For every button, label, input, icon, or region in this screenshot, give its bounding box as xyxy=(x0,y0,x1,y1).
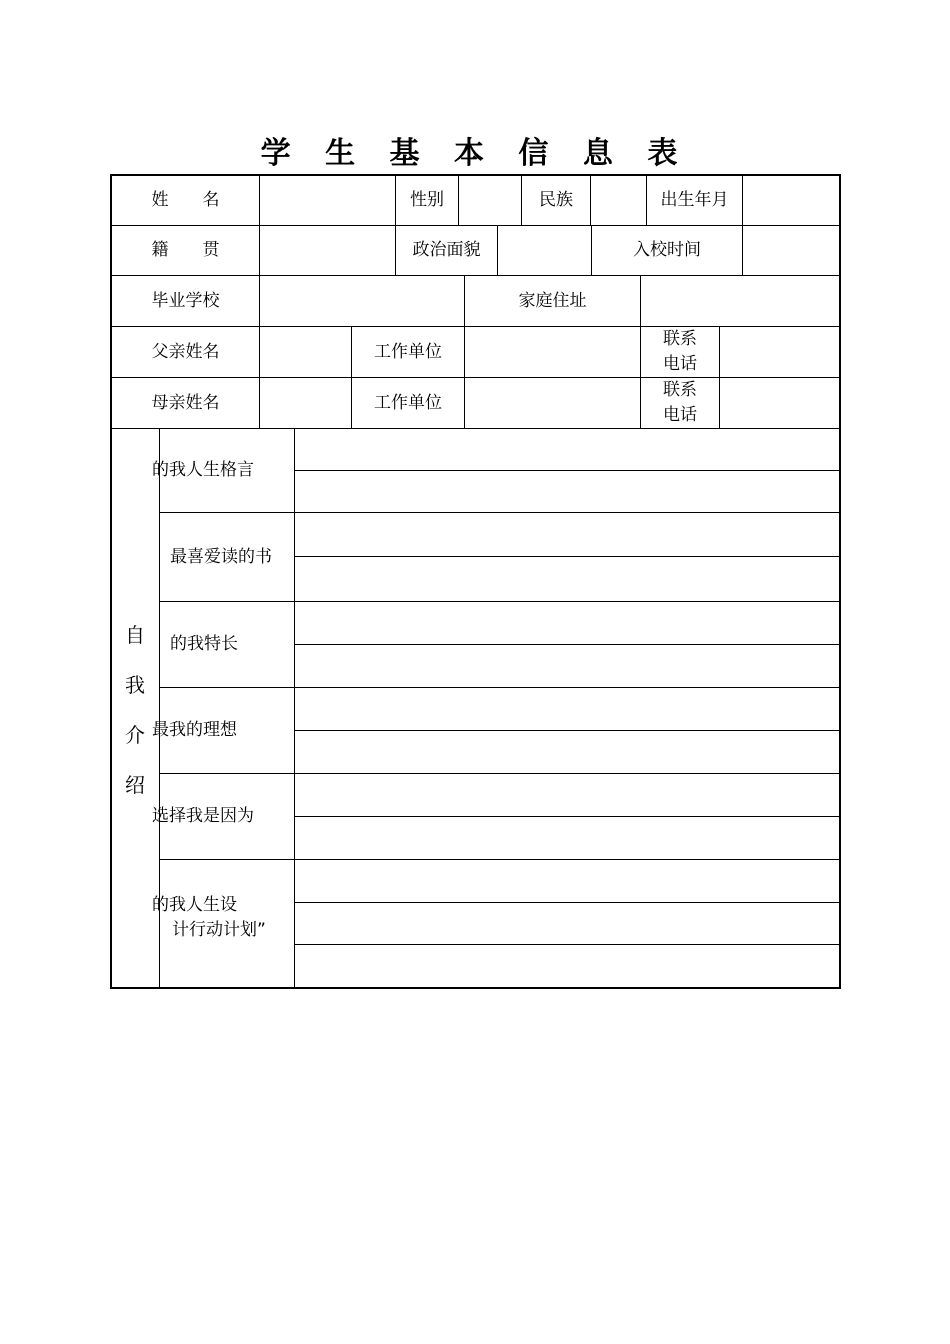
enroll-field[interactable] xyxy=(743,226,839,275)
mother-phone-field[interactable] xyxy=(720,378,839,428)
enroll-label: 入校时间 xyxy=(633,240,701,261)
skill-field[interactable] xyxy=(296,602,839,687)
reason-label: 选择我是因为 xyxy=(152,806,254,827)
mother-label: 母亲姓名 xyxy=(151,392,220,413)
favorite-book-field[interactable] xyxy=(296,513,839,601)
name-field[interactable] xyxy=(260,176,395,225)
reason-field[interactable] xyxy=(296,774,839,859)
father-phone-label: 联系 电话 xyxy=(663,329,697,374)
hometown-field[interactable] xyxy=(260,226,395,275)
school-label: 毕业学校 xyxy=(151,290,220,311)
favorite-book-label: 最喜爱读的书 xyxy=(170,546,272,567)
hometown-label: 籍 贯 xyxy=(151,240,220,261)
life-plan-label: 的我人生设 计行动计划” xyxy=(152,895,266,940)
ethnicity-field[interactable] xyxy=(591,176,646,225)
father-phone-field[interactable] xyxy=(720,327,839,377)
birth-field[interactable] xyxy=(743,176,839,225)
life-plan-field[interactable] xyxy=(296,860,839,987)
father-work-field[interactable] xyxy=(465,327,640,377)
skill-label: 的我特长 xyxy=(170,634,238,655)
gender-label: 性别 xyxy=(410,190,444,211)
ideal-field[interactable] xyxy=(296,688,839,773)
father-label: 父亲姓名 xyxy=(151,341,220,362)
father-work-label: 工作单位 xyxy=(374,341,442,362)
ethnicity-label: 民族 xyxy=(539,190,573,211)
motto-field[interactable] xyxy=(296,429,839,512)
motto-label: 的我人生格言 xyxy=(152,460,254,481)
name-label: 姓 名 xyxy=(151,190,220,211)
address-field[interactable] xyxy=(641,276,839,326)
mother-work-label: 工作单位 xyxy=(374,392,442,413)
mother-work-field[interactable] xyxy=(465,378,640,428)
self-intro-side-label: 自 我 介 绍 xyxy=(125,623,145,797)
mother-field[interactable] xyxy=(260,378,351,428)
address-label: 家庭住址 xyxy=(518,290,587,311)
gender-field[interactable] xyxy=(459,176,521,225)
ideal-label: 最我的理想 xyxy=(152,720,237,741)
school-field[interactable] xyxy=(260,276,464,326)
father-field[interactable] xyxy=(260,327,351,377)
page-title: 学 生 基 本 信 息 表 xyxy=(260,136,690,171)
political-label: 政治面貌 xyxy=(412,240,481,261)
political-field[interactable] xyxy=(498,226,591,275)
birth-label: 出生年月 xyxy=(660,190,729,211)
mother-phone-label: 联系 电话 xyxy=(663,380,697,425)
